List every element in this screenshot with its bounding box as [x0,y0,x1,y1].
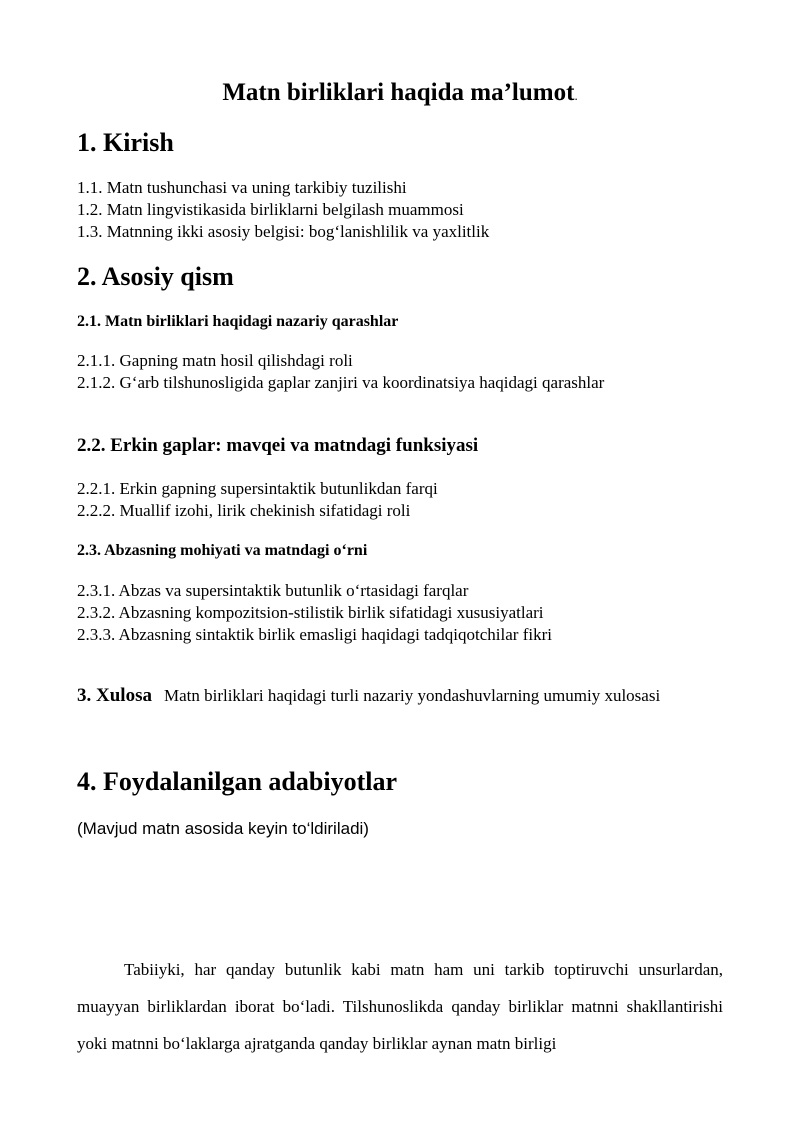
sub1-list [77,350,604,394]
heading-xulosa: 3. Xulosa [77,685,152,706]
list-item: 2.1.1. Gapning matn hosil qilishdagi roli [77,351,353,370]
list-item: 2.2.1. Erkin gapning supersintaktik butunlikdan farqi [77,479,438,498]
subheading-2-2: 2.2. Erkin gaplar: mavqei va matndagi funksiyasi [77,435,479,456]
heading-kirish: 1. Kirish [77,128,174,157]
sub2-list [77,478,438,522]
heading-adabiyotlar: 4. Foydalanilgan adabiyotlar [77,767,397,796]
document-title [0,77,800,112]
adabiyotlar-note: (Mavjud matn asosida keyin to‘ldiriladi) [77,819,369,838]
list-item: 1.3. Matnning ikki asosiy belgisi: bog‘lanishlilik va yaxlitlik [77,222,490,241]
list-item: 2.3.2. Abzasning kompozitsion-stilistik birlik sifatidagi xususiyatlari [77,603,544,622]
title-text: Matn birliklari haqida ma’lumot [222,79,575,106]
list-item: 1.1. Matn tushunchasi va uning tarkibiy tuzilishi [77,178,407,197]
list-item: 2.2.2. Muallif izohi, lirik chekinish sifatidagi roli [77,501,411,520]
sub3-list [77,580,552,646]
kirish-list [77,177,489,243]
xulosa-section [77,684,677,708]
list-item: 2.1.2. G‘arb tilshunosligida gaplar zanjiri va koordinatsiya haqidagi qarashlar [77,373,605,392]
subheading-2-3: 2.3. Abzasning mohiyati va matndagi o‘rni [77,542,368,559]
body-paragraph: Tabiiyki, har qanday butunlik kabi matn ham uni tarkib toptiruvchi unsurlardan, muayyan birliklardan iborat bo‘ladi. Tilshunoslikda qanday birliklar matnni shakllantirishi yoki matnni bo‘laklarga ajratganda qanday birliklar aynan matn birligi [77,960,723,1053]
list-item: 2.3.3. Abzasning sintaktik birlik emasligi haqidagi tadqiqotchilar fikri [77,625,552,644]
subheading-2-1: 2.1. Matn birliklari haqidagi nazariy qarashlar [77,313,399,330]
xulosa-text: Matn birliklari haqidagi turli nazariy yondashuvlarning umumiy xulosasi [163,686,661,705]
heading-asosiy-qism: 2. Asosiy qism [77,262,234,291]
title-suffix: . [574,88,578,103]
list-item: 1.2. Matn lingvistikasida birliklarni belgilash muammosi [77,200,464,219]
list-item: 2.3.1. Abzas va supersintaktik butunlik o‘rtasidagi farqlar [77,581,469,600]
